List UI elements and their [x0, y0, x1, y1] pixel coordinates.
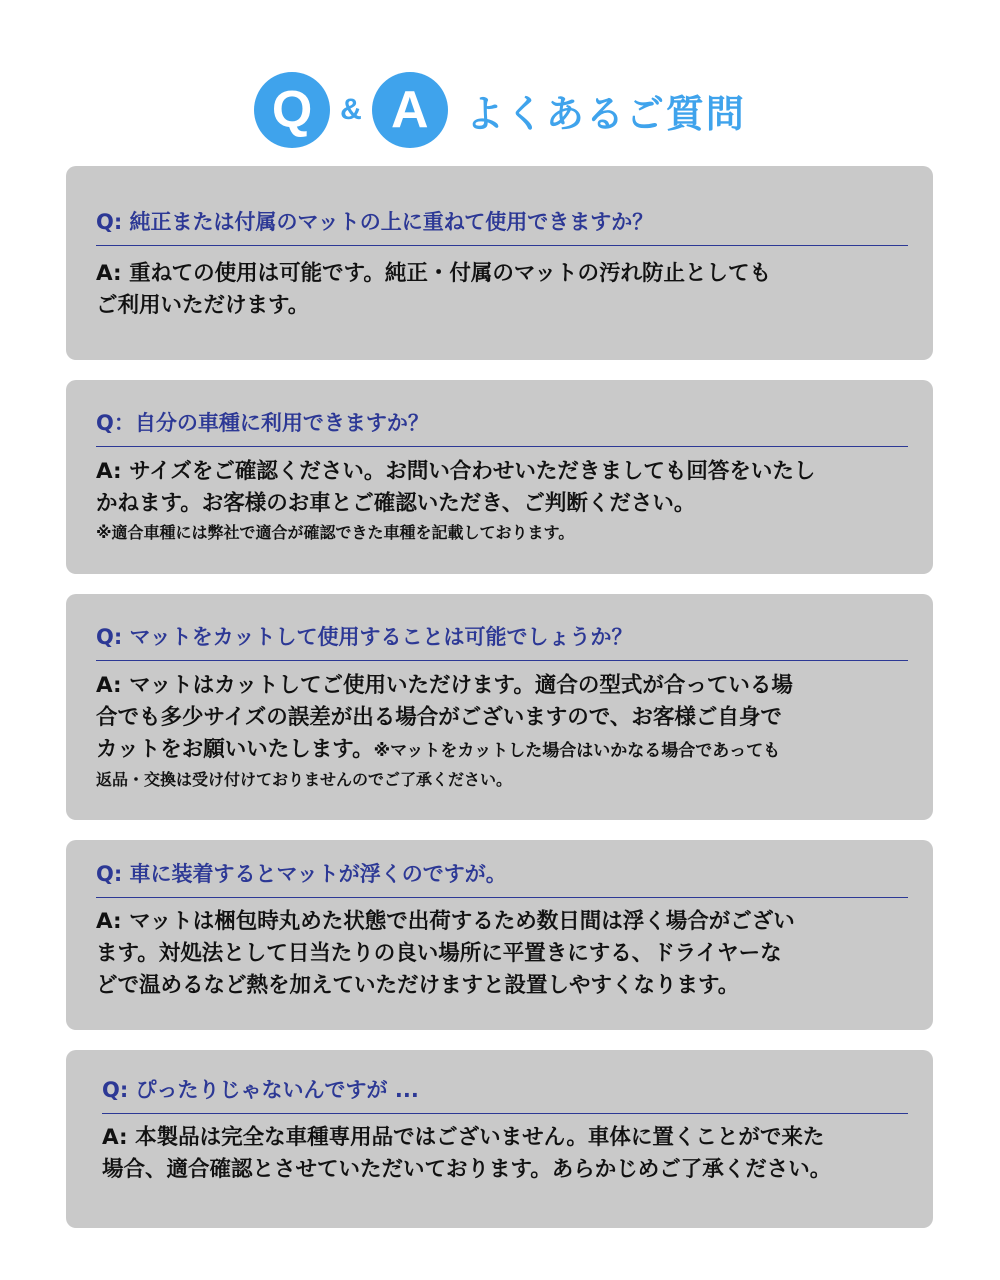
answer-line: A: マットは梱包時丸めた状態で出荷するため数日間は浮く場合がござい — [96, 909, 795, 934]
faq-card-2 — [66, 380, 933, 574]
answer-note: 返品・交換は受け付けておりませんのでご了承ください。 — [96, 770, 513, 789]
faq-question: Q: 車に装着するとマットが浮くのですが。 — [96, 858, 908, 898]
faq-answer — [96, 258, 916, 322]
answer-line: A: サイズをご確認ください。お問い合わせいただきましても回答をいたし — [96, 459, 816, 484]
ampersand: & — [340, 93, 362, 126]
faq-question: Q: ぴったりじゃないんですが ... — [102, 1074, 908, 1114]
answer-note-inline: ※マットをカットした場合はいかなる場合であっても — [373, 741, 781, 761]
answer-note: ※適合車種には弊社で適合が確認できた車種を記載しております。 — [96, 523, 575, 542]
answer-line: 場合、適合確認とさせていただいております。あらかじめご了承ください。 — [102, 1157, 832, 1182]
faq-question: Q：自分の車種に利用できますか？ — [96, 407, 908, 447]
answer-line: A: 本製品は完全な車種専用品ではございません。車体に置くことがで来た — [102, 1125, 825, 1150]
answer-line: 合でも多少サイズの誤差が出る場合がございますので、お客様ご自身で — [96, 705, 782, 730]
faq-card-5 — [66, 1050, 933, 1228]
a-badge — [372, 72, 448, 148]
q-letter: Q — [271, 81, 313, 139]
faq-answer — [102, 1122, 922, 1186]
answer-line: ご利用いただけます。 — [96, 293, 310, 318]
faq-question: Q: 純正または付属のマットの上に重ねて使用できますか？ — [96, 206, 908, 246]
answer-line: どで温めるなど熱を加えていただけますと設置しやすくなります。 — [96, 973, 740, 998]
faq-question: Q: マットをカットして使用することは可能でしょうか？ — [96, 621, 908, 661]
faq-card-1 — [66, 166, 933, 360]
faq-answer — [96, 906, 916, 1002]
answer-line-text: カットをお願いいたします。 — [96, 737, 374, 762]
page-header — [0, 72, 1000, 148]
answer-line: ます。対処法として日当たりの良い場所に平置きにする、ドライヤーな — [96, 941, 782, 966]
page-title: よくあるご質問 — [465, 91, 746, 136]
answer-line — [96, 734, 916, 767]
q-badge — [254, 72, 330, 148]
faq-answer — [96, 670, 916, 793]
a-letter: A — [391, 81, 429, 139]
answer-line: かねます。お客様のお車とご確認いただき、ご判断ください。 — [96, 491, 696, 516]
faq-card-4 — [66, 840, 933, 1030]
answer-line: A: マットはカットしてご使用いただけます。適合の型式が合っている場 — [96, 673, 793, 698]
faq-answer — [96, 456, 916, 546]
answer-line: A: 重ねての使用は可能です。純正・付属のマットの汚れ防止としても — [96, 261, 772, 286]
faq-card-3 — [66, 594, 933, 820]
